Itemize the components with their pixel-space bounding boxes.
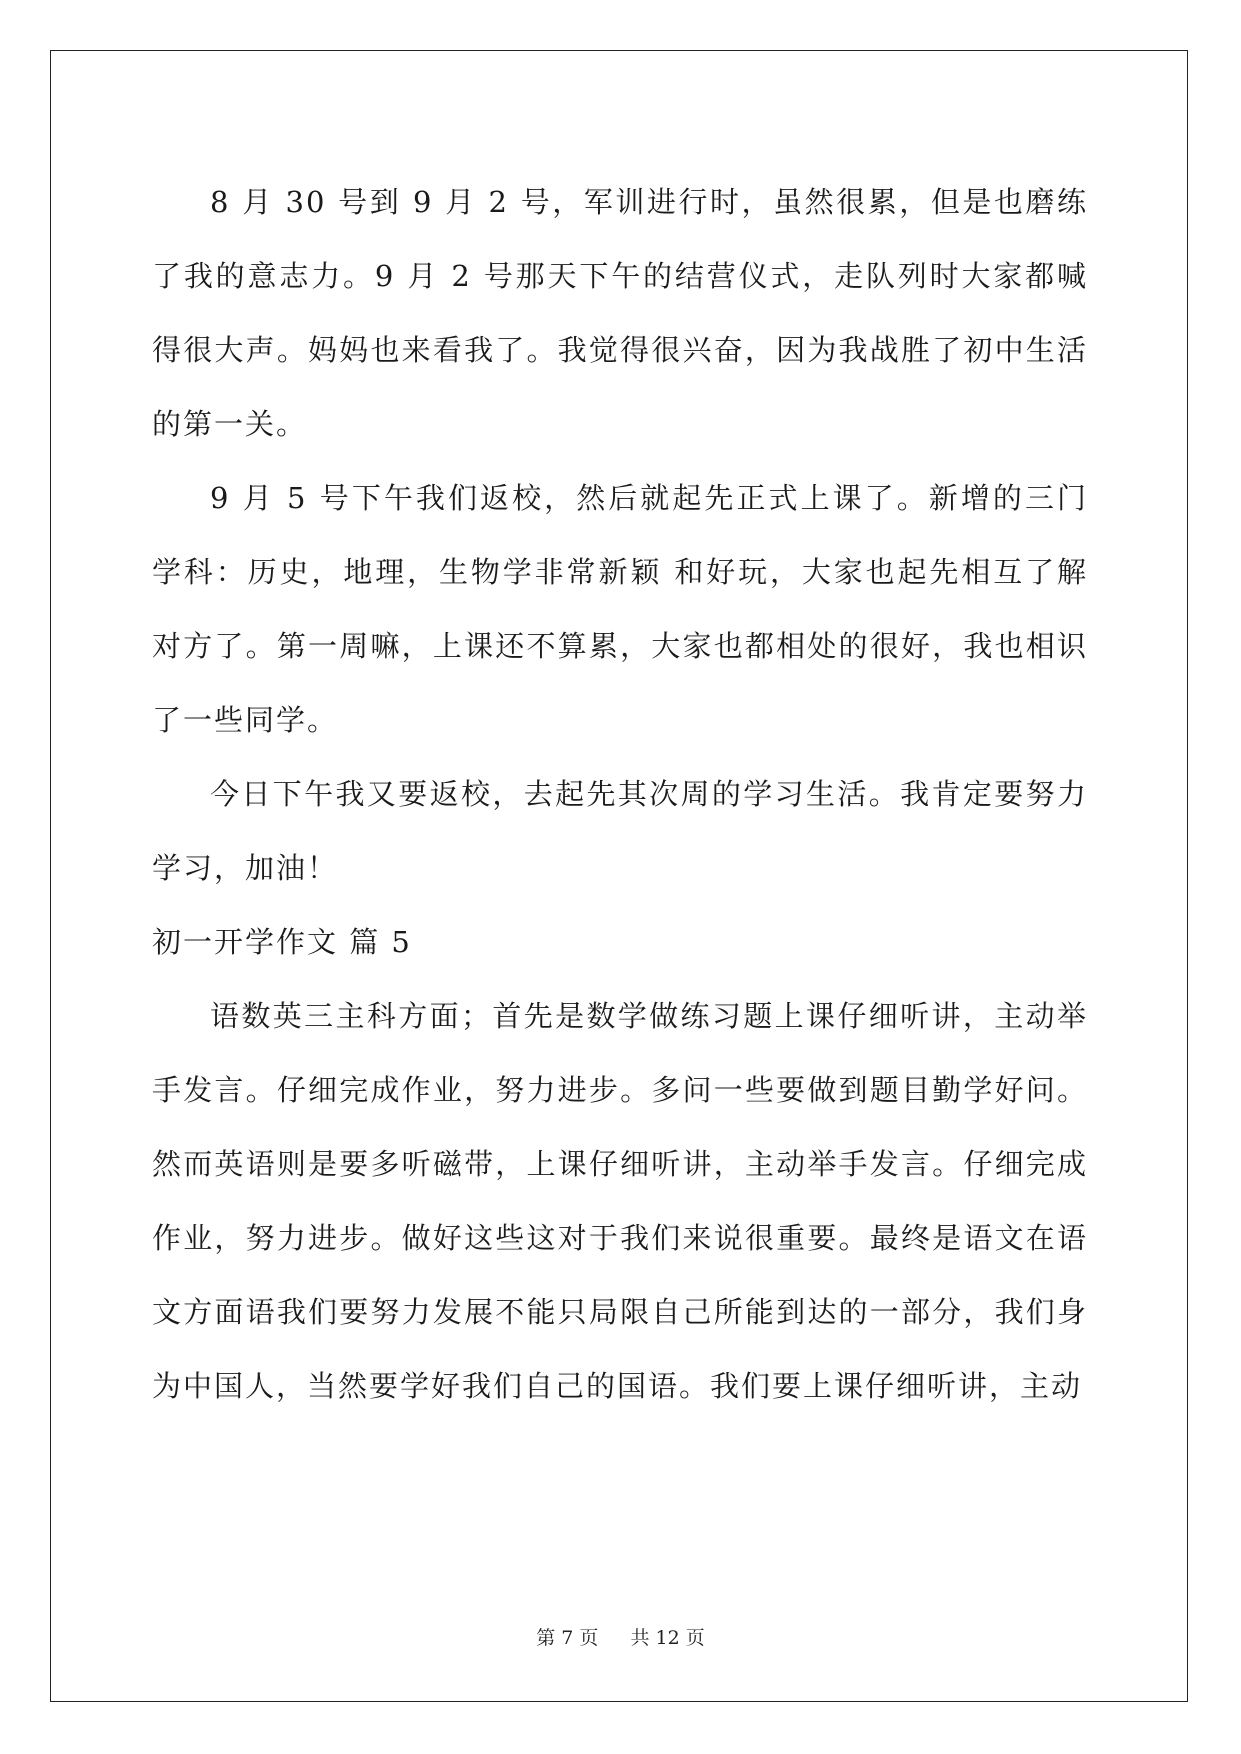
- paragraph-3: 今日下午我又要返校，去起先其次周的学习生活。我肯定要努力学习，加油！: [152, 777, 1088, 885]
- page-total: 共 12 页: [630, 1627, 705, 1649]
- document-body: [152, 165, 1088, 1423]
- section-heading: 初一开学作文 篇 5: [152, 925, 412, 959]
- paragraph-1: 8 月 30 号到 9 月 2 号，军训进行时，虽然很累，但是也磨练了我的意志力。9 月 2 号那天下午的结营仪式，走队列时大家都喊得很大声。妈妈也来看我了。我觉得很兴奋，因为我战胜了初中生活的第一关。: [152, 185, 1088, 441]
- page-footer: [0, 1623, 1241, 1650]
- paragraph-4: 语数英三主科方面；首先是数学做练习题上课仔细听讲，主动举手发言。仔细完成作业，努力进步。多问一些要做到题目勤学好问。然而英语则是要多听磁带，上课仔细听讲，主动举手发言。仔细完成作业，努力进步。做好这些这对于我们来说很重要。最终是语文在语文方面语我们要努力发展不能只局限自己所能到达的一部分，我们身为中国人，当然要学好我们自己的国语。我们要上课仔细听讲，主动: [152, 999, 1088, 1403]
- page-number: 第 7 页: [536, 1627, 599, 1649]
- paragraph-2: 9 月 5 号下午我们返校，然后就起先正式上课了。新增的三门学科：历史，地理，生物学非常新颖 和好玩，大家也起先相互了解对方了。第一周嘛，上课还不算累，大家也都相处的很好，我也相识了一些同学。: [152, 481, 1088, 737]
